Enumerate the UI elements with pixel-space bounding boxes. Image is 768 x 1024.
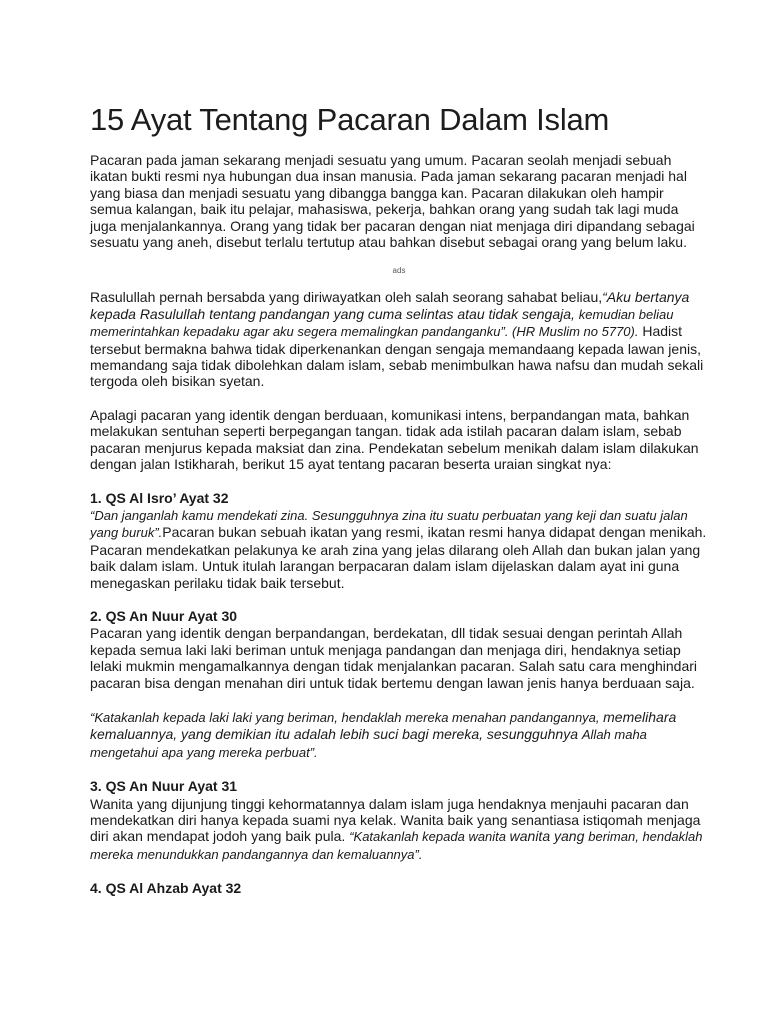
hadith-paragraph bbox=[90, 289, 708, 389]
section-2-quote-a: “Katakanlah kepada laki laki yang beriman, hendaklah mereka menahan pandangannya, bbox=[90, 709, 604, 725]
hadith-explanation: Hadist tersebut bermakna bahwa tidak diperkenankan dengan sengaja memandaang kepada lawan jenis, memandang saja tidak dibolehkan dalam islam, sebab menimbulkan hawa nafsu dan mudah sekali tergoda oleh bisikan syetan. bbox=[90, 323, 704, 390]
section-1-text: Pacaran bukan sebuah ikatan yang resmi, ikatan resmi hanya didapat dengan menikah. Pacaran mendekatkan pelakunya ke arah zina yang jelas dilarang oleh Allah dan bukan jalan yang baik dalam islam. Untuk itulah larangan berpacaran dalam islam dijelaskan dalam ayat ini guna menegaskan perilaku tidak baik tersebut. bbox=[90, 524, 707, 591]
hadith-lead: Rasulullah pernah bersabda yang diriwayatkan oleh salah seorang sahabat beliau, bbox=[90, 289, 603, 306]
section-2-heading: 2. QS An Nuur Ayat 30 bbox=[90, 607, 238, 624]
section-2-quote bbox=[90, 709, 708, 761]
section-2-quote-c: Allah maha mengetahui apa yang mereka perbuat”. bbox=[90, 727, 647, 760]
section-3-heading: 3. QS An Nuur Ayat 31 bbox=[90, 778, 238, 795]
intro-paragraph: Pacaran pada jaman sekarang menjadi sesuatu yang umum. Pacaran seolah menjadi sebuah ikatan bukti resmi nya hubungan dua insan manusia. Pada jaman sekarang pacaran menjadi hal yang biasa dan menjadi sesuatu yang dibangga bangga kan. Pacaran dilakukan oleh hampir semua kalangan, baik itu pelajar, mahasiswa, pekerja, bahkan orang yang sudah tak lagi muda juga menjalankannya. Orang yang tidak ber pacaran dengan niat menjaga diri dipandang sebagai sesuatu yang aneh, disebut terlalu tertutup atau bahkan disebut sebagai orang yang belum laku. bbox=[90, 152, 695, 251]
section-3-body bbox=[90, 796, 708, 864]
section-3-text: Wanita yang dijunjung tinggi kehormatannya dalam islam juga hendaknya menjauhi pacaran dan mendekatkan diri hanya kepada suami nya kelak. Wanita baik yang senantiasa istiqomah menjaga diri akan mendapat jodoh yang baik pula. bbox=[90, 795, 701, 845]
page-title: 15 Ayat Tentang Pacaran Dalam Islam bbox=[90, 102, 610, 137]
section-3-quote-b: wanita yang bbox=[509, 828, 589, 845]
section-3-quote-a: “Katakanlah kepada wanita bbox=[349, 829, 510, 845]
hadith-quote-1: “Aku bertanya kepada Rasulullah tentang pandangan yang cuma selintas atau tidak sengaja, bbox=[90, 289, 690, 322]
section-1-quote: “Dan janganlah kamu mendekati zina. Sesungguhnya zina itu suatu perbuatan yang keji dan suatu jalan yang buruk”. bbox=[90, 507, 688, 541]
paragraph-3: Apalagi pacaran yang identik dengan berduaan, komunikasi intens, berpandangan mata, bahkan melakukan sentuhan seperti berpegangan tangan. tidak ada istilah pacaran dalam islam, sebab pacaran menjurus kepada maksiat dan zina. Pendekatan sebelum menikah dalam islam dilakukan dengan jalan Istikharah, berikut 15 ayat tentang pacaran beserta uraian singkat nya: bbox=[90, 406, 699, 473]
section-1-body bbox=[90, 507, 708, 591]
section-2-quote-b: memelihara kemaluannya, yang demikian itu adalah lebih suci bagi mereka, sesungguhnya bbox=[90, 708, 677, 743]
section-4-heading: 4. QS Al Ahzab Ayat 32 bbox=[90, 880, 242, 897]
section-3-quote-c: beriman, hendaklah mereka menundukkan pandangannya dan kemaluannya”. bbox=[90, 829, 703, 862]
section-1-heading: 1. QS Al Isro’ Ayat 32 bbox=[90, 489, 229, 506]
section-2-text: Pacaran yang identik dengan berpandangan, berdekatan, dll tidak sesuai dengan perintah Allah kepada semua laki laki beriman untuk menjaga pandangan dan menjaga diri, hendaknya setiap lelaki mukmin mengamalkannya dengan tidak menjalankan pacaran. Salah satu cara menghindari pacaran bisa dengan menahan diri untuk tidak bertemu dengan lawan jenis hanya berduaan saja. bbox=[90, 625, 698, 691]
hadith-quote-2: kemudian beliau memerintahkan kepadaku agar aku segera memalingkan pandanganku”. (HR Muslim no 5770). bbox=[90, 306, 674, 340]
ads-label: ads bbox=[392, 266, 406, 276]
